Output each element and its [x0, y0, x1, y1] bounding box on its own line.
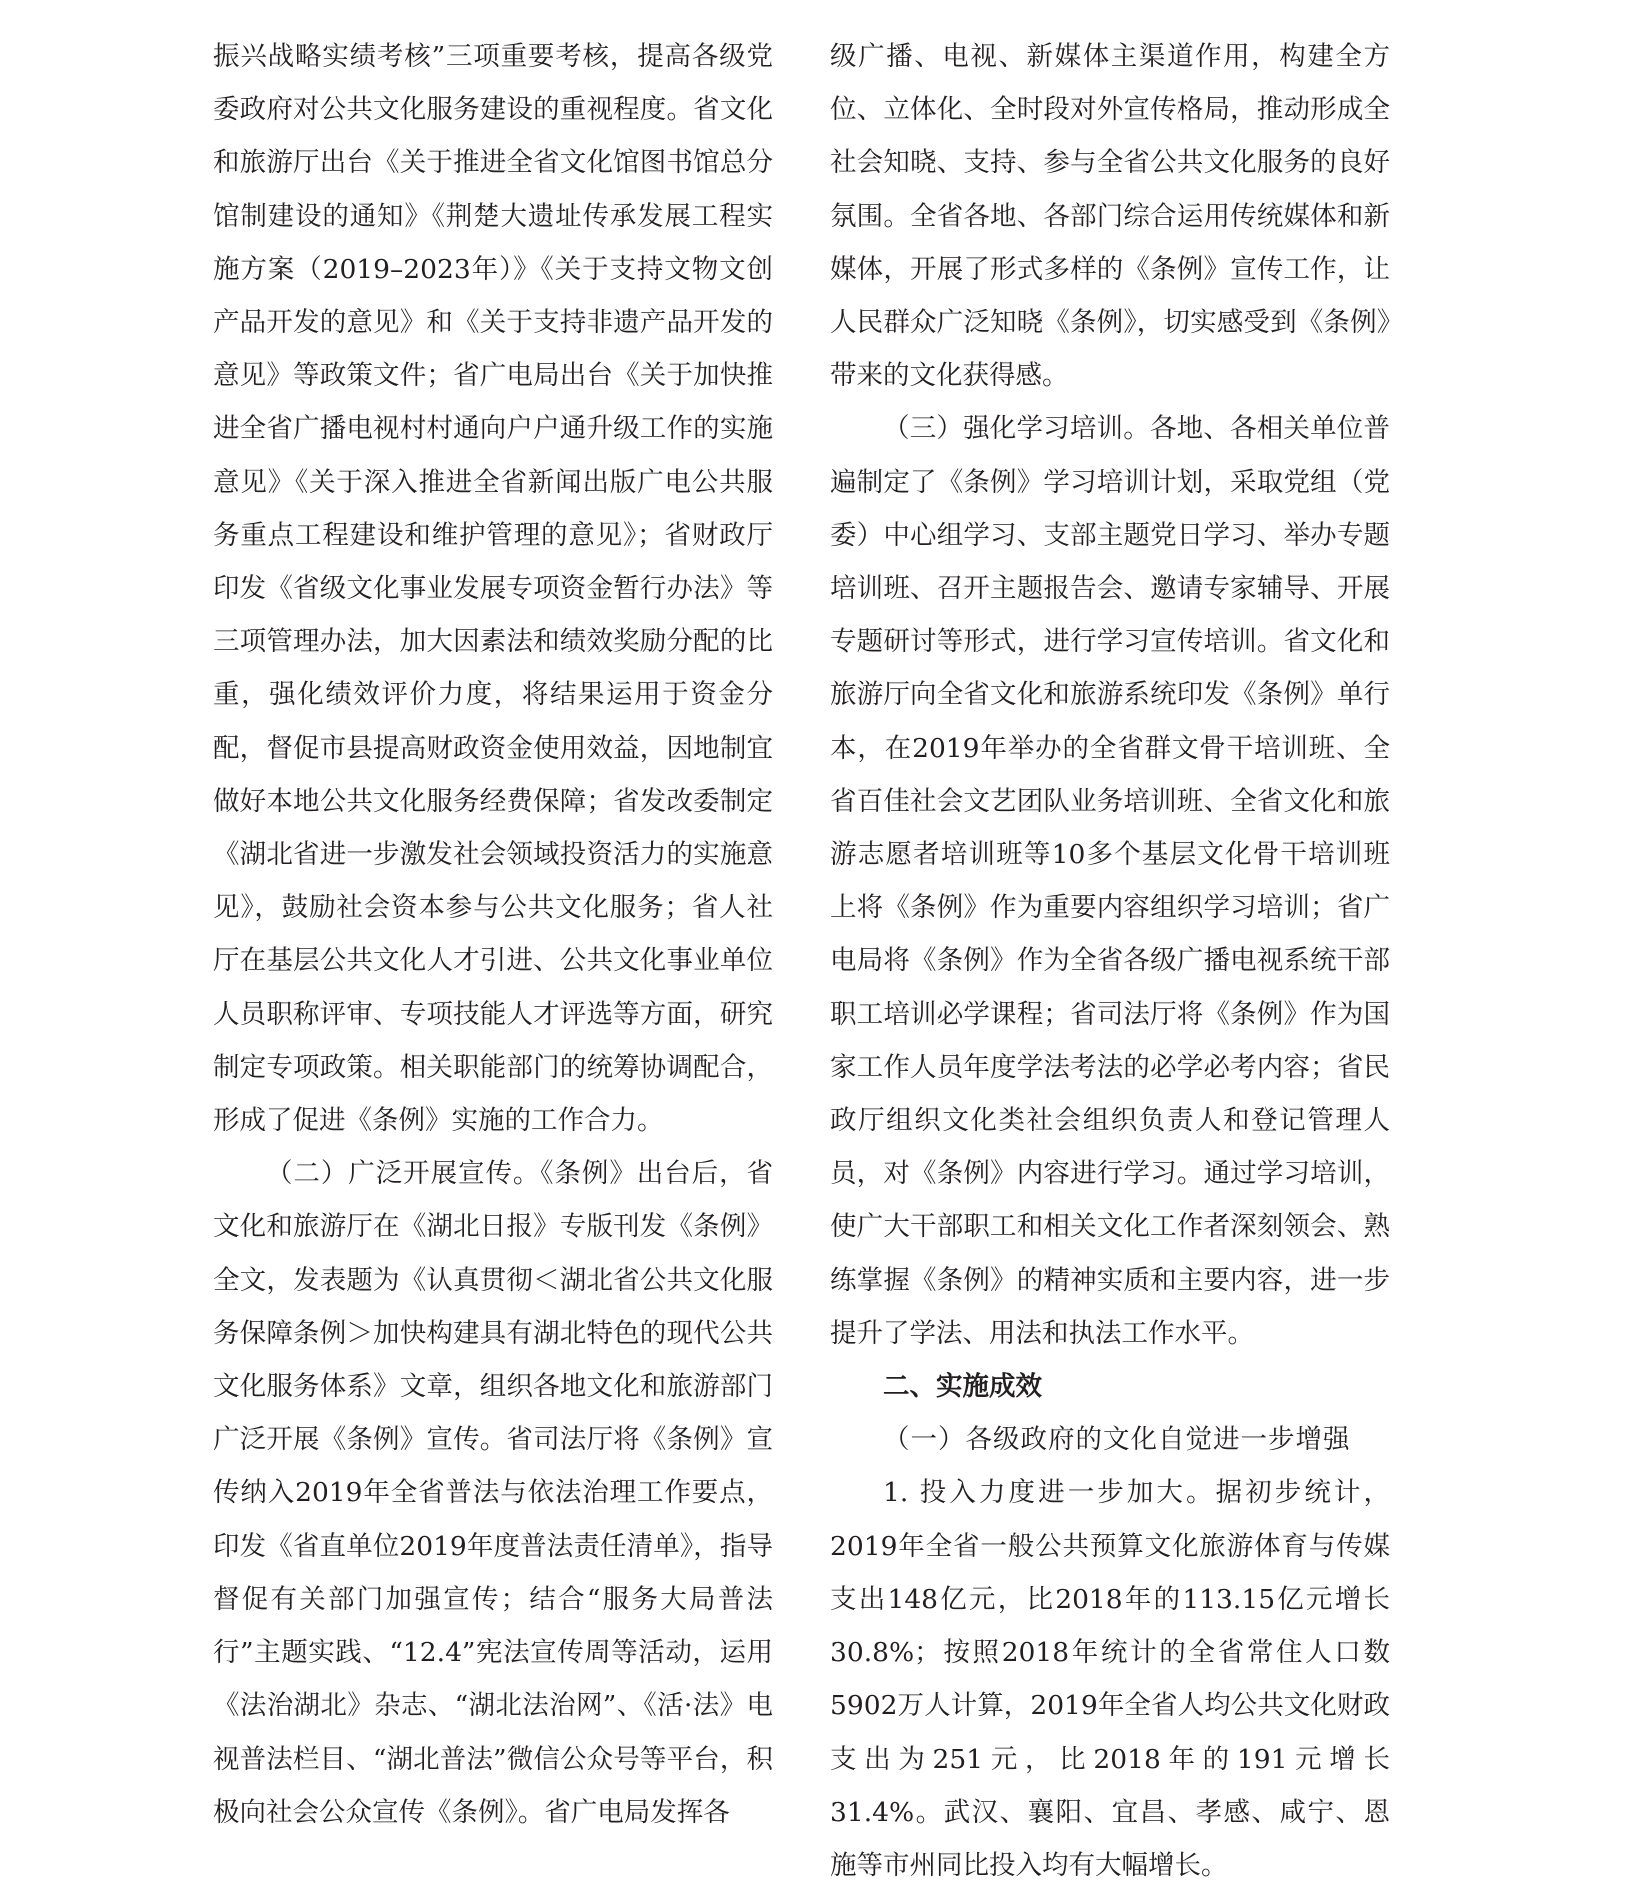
section-heading: 二、实施成效 — [883, 1371, 1042, 1403]
subsection-heading: （一）各级政府的文化自觉进一步增强 — [883, 1424, 1351, 1456]
paragraph-continued: 振兴战略实绩考核”三项重要考核，提高各级党委政府对公共文化服务建设的重视程度。省文化和旅游厅出台《关于推进全省文化馆图书馆总分馆制建设的通知》《荆楚大遗址传承发展工程实施方案（2019–2023年）》《关于支持文物文创产品开发的意见》和《关于支持非遗产品开发的意见》等政策文件；省广电局出台《关于加快推进全省广播电视村村通向户户通升级工作的实施意见》《关于深入推进全省新闻出版广电公共服务重点工程建设和维护管理的意见》；省财政厅印发《省级文化事业发展专项资金暂行办法》等三项管理办法，加大因素法和绩效奖励分配的比重，强化绩效评价力度，将结果运用于资金分配，督促市县提高财政资金使用效益，因地制宜做好本地公共文化服务经费保障；省发改委制定《湖北省进一步激发社会领域投资活力的实施意见》，鼓励社会资本参与公共文化服务；省人社厅在基层公共文化人才引进、公共文化事业单位人员职称评审、专项技能人才评选等方面，研究制定专项政策。相关职能部门的统筹协调配合，形成了促进《条例》实施的工作合力。 — [213, 41, 773, 1137]
paragraph-investment: 1. 投入力度进一步加大。据初步统计，2019年全省一般公共预算文化旅游体育与传媒支出148亿元，比2018年的113.15亿元增长30.8%；按照2018年统计的全省常住人口数5902万人计算，2019年全省人均公共文化财政支出为251元，比2018年的191元增长31.4%。武汉、襄阳、宜昌、孝感、咸宁、恩施等市州同比投入均有大幅增长。 — [830, 1477, 1390, 1881]
paragraph-publicity: （二）广泛开展宣传。《条例》出台后，省文化和旅游厅在《湖北日报》专版刊发《条例》全文，发表题为《认真贯彻＜湖北省公共文化服务保障条例＞加快构建具有湖北特色的现代公共文化服务体系》文章，组织各地文化和旅游部门广泛开展《条例》宣传。省司法厅将《条例》宣传纳入2019年全省普法与依法治理工作要点，印发《省直单位2019年度普法责任清单》，指导督促有关部门加强宣传；结合“服务大局普法行”主题实践、“12.4”宪法宣传周等活动，运用《法治湖北》杂志、“湖北法治网”、《活·法》电视普法栏目、“湖北普法”微信公众号等平台，积极向社会公众宣传《条例》。省广电局发挥各 — [213, 1158, 773, 1828]
paragraph-continued-right: 级广播、电视、新媒体主渠道作用，构建全方位、立体化、全时段对外宣传格局，推动形成全社会知晓、支持、参与全省公共文化服务的良好氛围。全省各地、各部门综合运用传统媒体和新媒体，开展了形式多样的《条例》宣传工作，让人民群众广泛知晓《条例》，切实感受到《条例》带来的文化获得感。 — [830, 41, 1390, 392]
right-column — [830, 30, 1390, 1892]
left-column — [213, 30, 773, 1839]
paragraph-training: （三）强化学习培训。各地、各相关单位普遍制定了《条例》学习培训计划，采取党组（党委）中心组学习、支部主题党日学习、举办专题培训班、召开主题报告会、邀请专家辅导、开展专题研讨等形式，进行学习宣传培训。省文化和旅游厅向全省文化和旅游系统印发《条例》单行本，在2019年举办的全省群文骨干培训班、全省百佳社会文艺团队业务培训班、全省文化和旅游志愿者培训班等10多个基层文化骨干培训班上将《条例》作为重要内容组织学习培训；省广电局将《条例》作为全省各级广播电视系统干部职工培训必学课程；省司法厅将《条例》作为国家工作人员年度学法考法的必学必考内容；省民政厅组织文化类社会组织负责人和登记管理人员，对《条例》内容进行学习。通过学习培训，使广大干部职工和相关文化工作者深刻领会、熟练掌握《条例》的精神实质和主要内容，进一步提升了学法、用法和执法工作水平。 — [830, 413, 1390, 1349]
